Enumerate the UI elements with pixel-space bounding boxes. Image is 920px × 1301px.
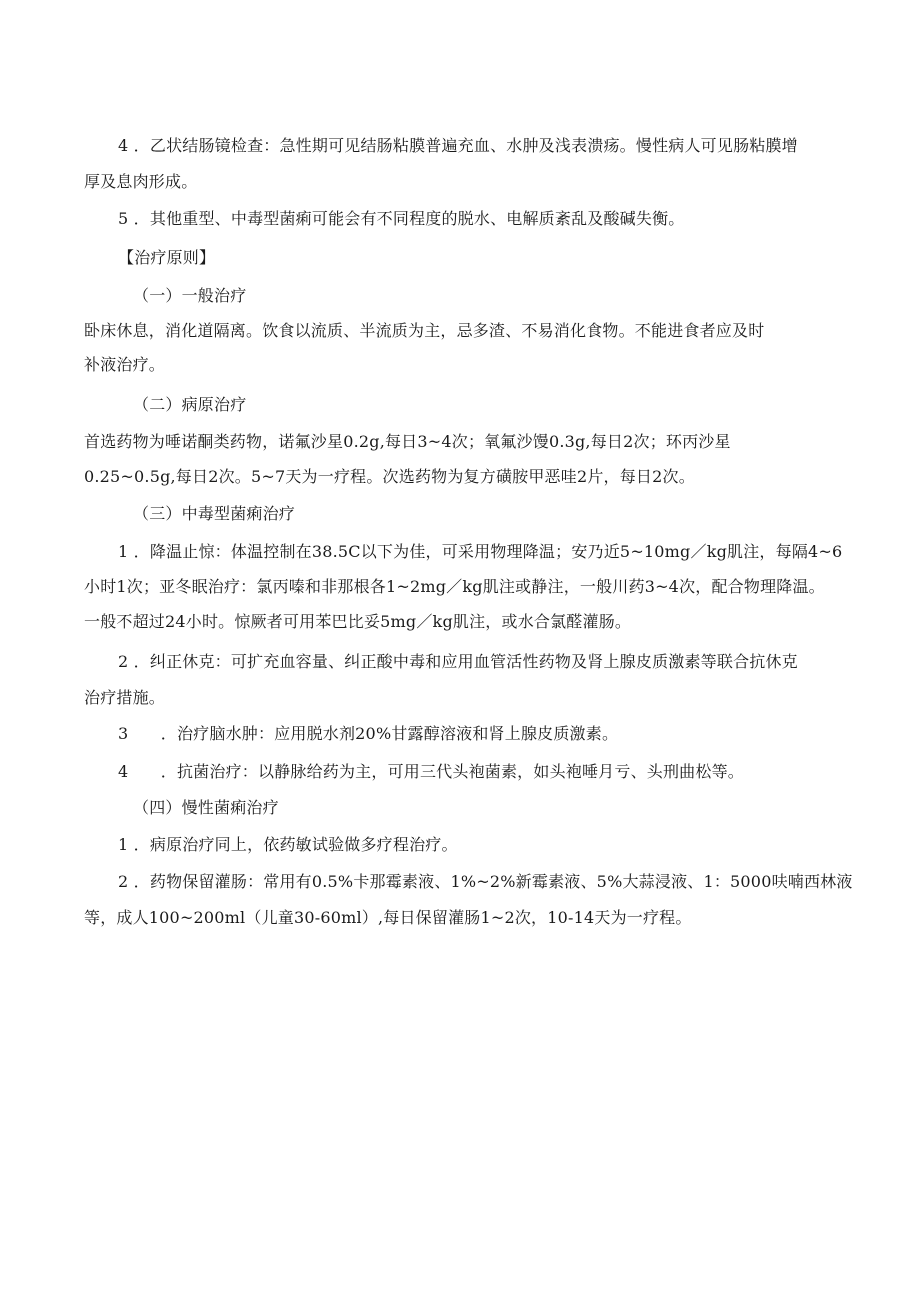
etiologic-paragraph-line-2: 0.25~0.5g,每日2次。5~7天为一疗程。次选药物为复方磺胺甲恶哇2片，每日2次。	[84, 467, 695, 486]
toxic-item-4: 4 ．抗菌治疗：以静脉给药为主，可用三代头袍菌素，如头袍唾月亏、头刑曲松等。	[118, 762, 744, 781]
toxic-item-2-line-2: 治疗措施。	[84, 688, 166, 707]
general-paragraph-line-2: 补液治疗。	[84, 355, 166, 374]
chronic-item-2-line-2: 等，成人100~200ml（儿童30-60ml）,每日保留灌肠1~2次，10-14天为一疗程。	[84, 908, 692, 927]
item-4-continued: 厚及息肉形成。	[84, 172, 198, 191]
toxic-item-1-line-3: 一般不超过24小时。惊厥者可用苯巴比妥5mg／kg肌注，或水合氯醛灌肠。	[84, 612, 632, 631]
etiologic-paragraph-line-1: 首选药物为唾诺酮类药物，诺氟沙星0.2g,每日3~4次；氧氟沙馒0.3g,每日2次；环丙沙星	[84, 432, 731, 451]
item-5-other: 5 ．其他重型、中毒型菌痢可能会有不同程度的脱水、电解质紊乱及酸碱失衡。	[118, 209, 685, 228]
section-heading-treatment: 【治疗原则】	[118, 248, 216, 267]
toxic-item-2-line-1: 2 ．纠正休克：可扩充血容量、纠正酸中毒和应用血管活性药物及肾上腺皮质激素等联合抗休克	[118, 652, 798, 671]
item-4-sigmoidoscopy: 4 ．乙状结肠镜检查：急性期可见结肠粘膜普遍充血、水肿及浅表溃疡。慢性病人可见肠粘膜增	[118, 136, 798, 155]
subheading-toxic: （三）中毒型菌痢治疗	[133, 504, 296, 523]
chronic-item-2-line-1: 2 ．药物保留灌肠：常用有0.5%卡那霉素液、1%~2%新霉素液、5%大蒜浸液、1：5000呋喃西林液	[118, 872, 853, 891]
toxic-item-1-line-2: 小时1次；亚冬眠治疗：氯丙嗪和非那根各1~2mg／kg肌注或静注，一般川药3~4次，配合物理降温。	[84, 577, 825, 596]
subheading-chronic: （四）慢性菌痢治疗	[133, 798, 279, 817]
general-paragraph-line-1: 卧床休息，消化道隔离。饮食以流质、半流质为主，忌多渣、不易消化食物。不能进食者应及时	[84, 321, 765, 340]
toxic-item-3: 3 ．治疗脑水肿：应用脱水剂20%甘露醇溶液和肾上腺皮质激素。	[118, 724, 619, 743]
subheading-etiologic: （二）病原治疗	[133, 395, 247, 414]
chronic-item-1: 1 ．病原治疗同上，依药敏试验做多疗程治疗。	[118, 835, 458, 854]
toxic-item-1-line-1: 1 ．降温止惊：体温控制在38.5C以下为佳，可采用物理降温；安乃近5~10mg／kg肌注，每隔4~6	[118, 542, 843, 561]
subheading-general: （一）一般治疗	[133, 286, 247, 305]
